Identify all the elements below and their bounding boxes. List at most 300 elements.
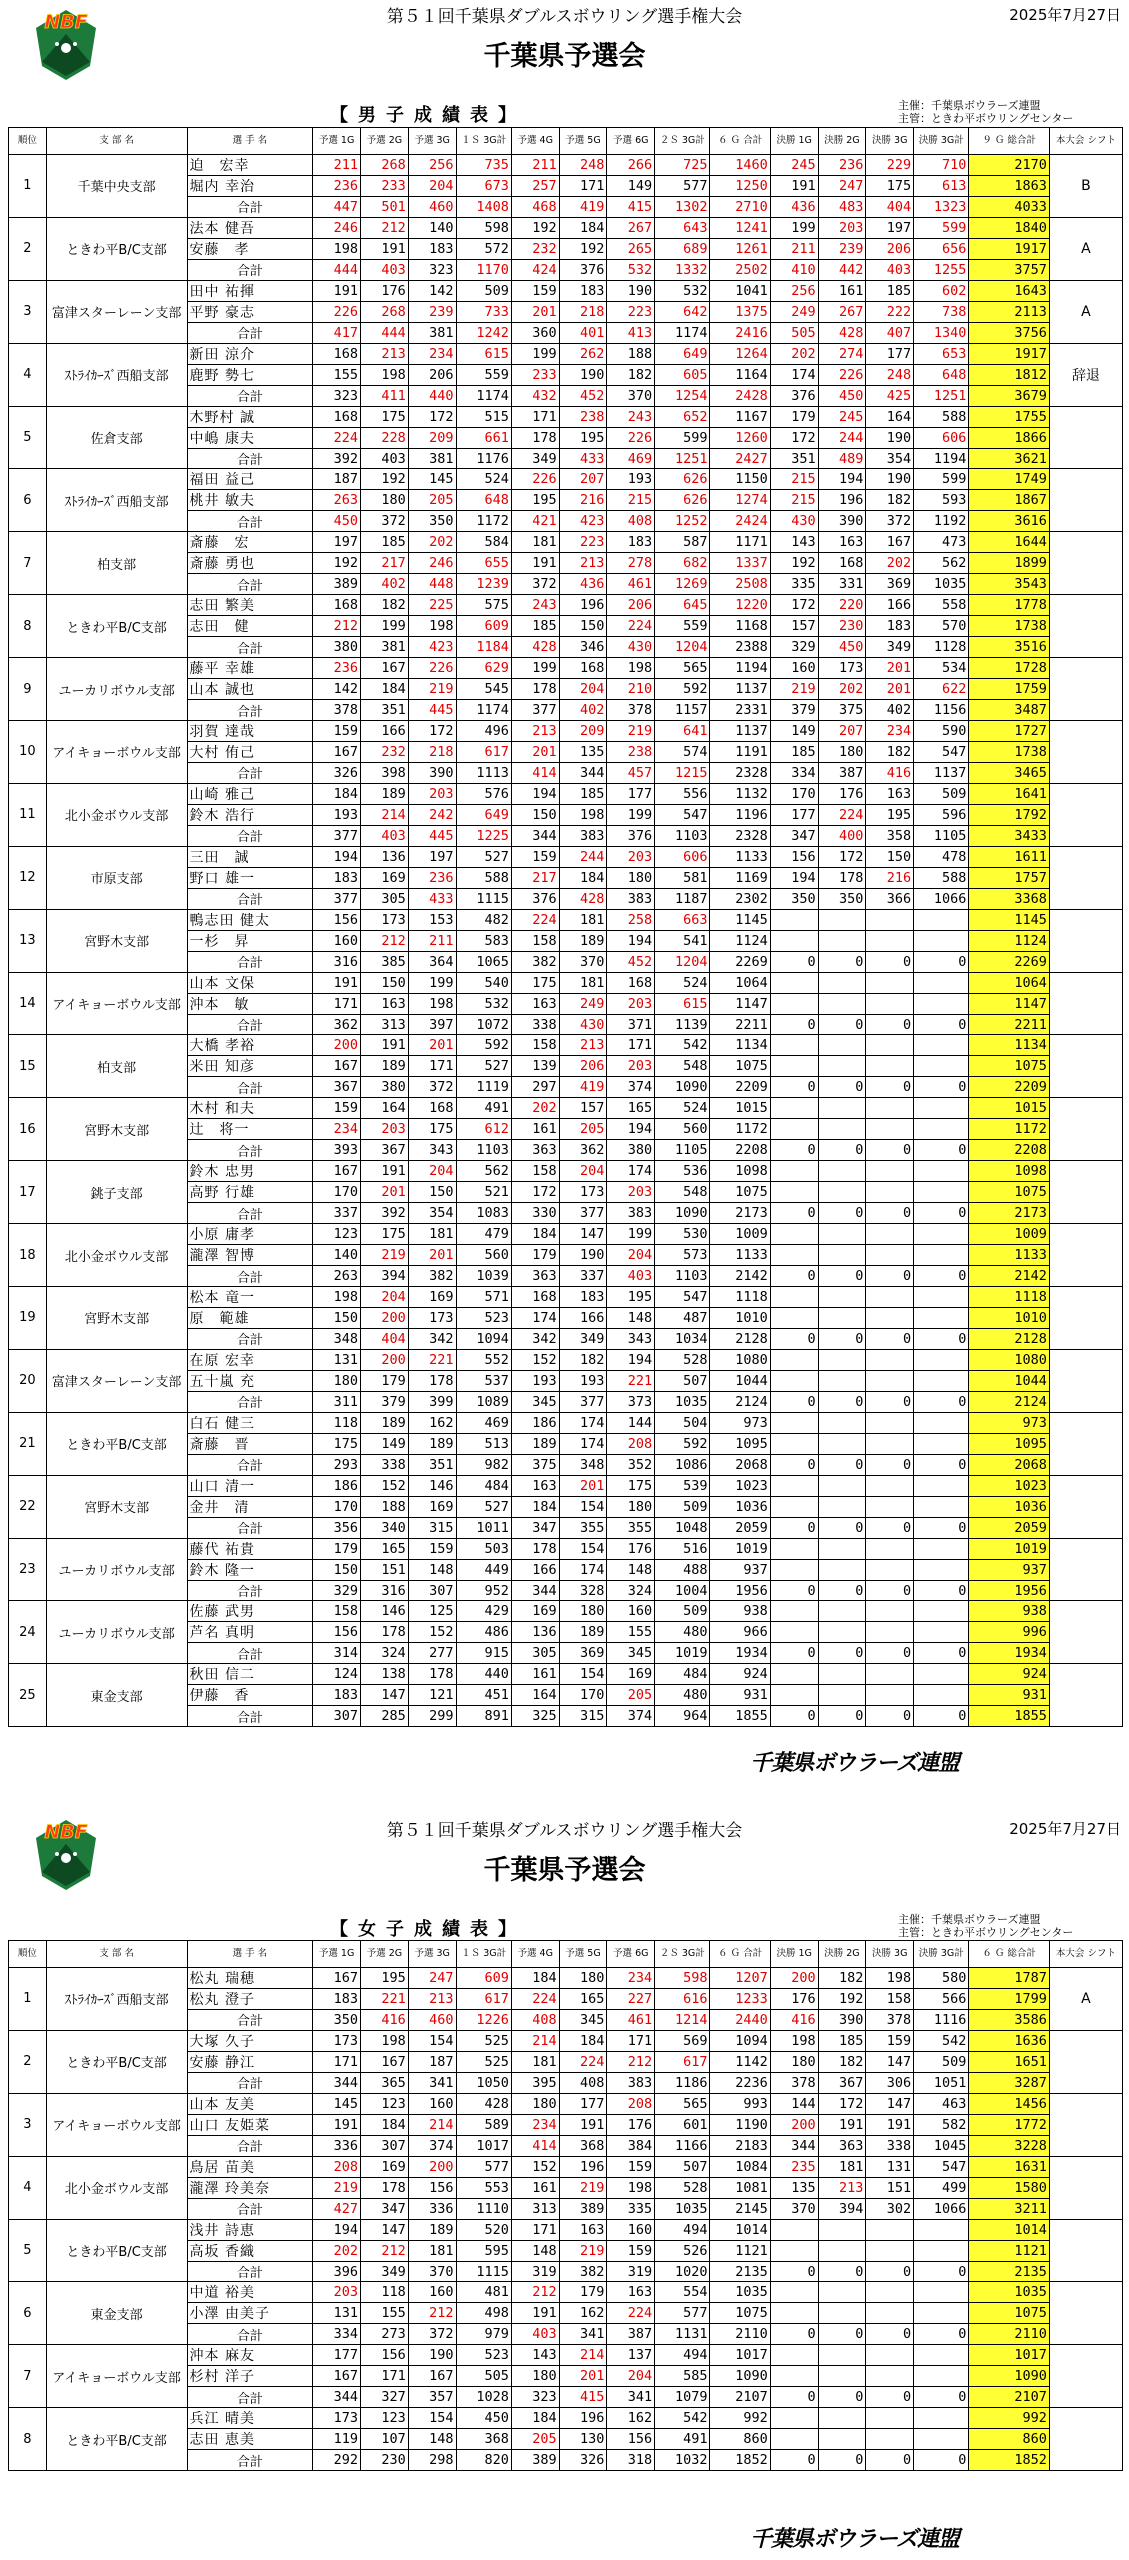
score-cell: 349 bbox=[559, 1329, 607, 1350]
score-cell: 593 bbox=[914, 490, 969, 511]
score-cell: 343 bbox=[408, 1140, 456, 1161]
score-cell: 487 bbox=[655, 1308, 710, 1329]
player-row bbox=[9, 2345, 1123, 2366]
score-cell: 326 bbox=[313, 763, 361, 784]
score-cell bbox=[770, 993, 818, 1014]
score-cell: 526 bbox=[655, 2240, 710, 2261]
score-cell: 211 bbox=[511, 155, 559, 176]
score-cell: 643 bbox=[655, 217, 710, 238]
score-cell bbox=[818, 1056, 866, 1077]
player-row bbox=[9, 1412, 1123, 1433]
score-cell: 307 bbox=[408, 1580, 456, 1601]
score-cell: 375 bbox=[818, 700, 866, 721]
player-row bbox=[9, 595, 1123, 616]
player-name: 兵江 晴美 bbox=[187, 2408, 313, 2429]
player-row bbox=[9, 1035, 1123, 1056]
score-cell bbox=[818, 2219, 866, 2240]
score-cell bbox=[866, 909, 914, 930]
grand-total-cell: 1580 bbox=[969, 2177, 1049, 2198]
score-cell: 577 bbox=[655, 2303, 710, 2324]
score-cell: 0 bbox=[866, 951, 914, 972]
score-cell: 214 bbox=[361, 804, 409, 825]
score-cell: 218 bbox=[559, 301, 607, 322]
score-cell bbox=[914, 993, 969, 1014]
score-cell: 423 bbox=[408, 637, 456, 658]
score-cell: 486 bbox=[456, 1622, 511, 1643]
player-row bbox=[9, 1968, 1123, 1989]
score-cell: 1337 bbox=[710, 553, 770, 574]
score-cell: 491 bbox=[456, 1098, 511, 1119]
score-cell: 469 bbox=[456, 1412, 511, 1433]
rank-cell: 11 bbox=[9, 783, 47, 846]
score-cell: 473 bbox=[914, 532, 969, 553]
grand-total-cell: 3465 bbox=[969, 763, 1049, 784]
score-cell bbox=[914, 2366, 969, 2387]
column-header: ２Ｓ 3G計 bbox=[655, 128, 710, 155]
score-cell: 0 bbox=[914, 1077, 969, 1098]
score-cell: 0 bbox=[866, 2261, 914, 2282]
score-cell: 238 bbox=[559, 406, 607, 427]
score-cell: 157 bbox=[770, 616, 818, 637]
grand-total-cell: 1121 bbox=[969, 2240, 1049, 2261]
branch-cell: 柏支部 bbox=[46, 532, 187, 595]
score-cell: 400 bbox=[818, 825, 866, 846]
shift-cell: 辞退 bbox=[1049, 343, 1122, 406]
total-label: 合計 bbox=[187, 1391, 313, 1412]
score-cell: 206 bbox=[559, 1056, 607, 1077]
score-cell: 226 bbox=[313, 301, 361, 322]
player-name: 山口 友姫菜 bbox=[187, 2114, 313, 2135]
score-cell: 211 bbox=[408, 930, 456, 951]
score-cell: 383 bbox=[607, 888, 655, 909]
score-cell: 192 bbox=[818, 1989, 866, 2010]
grand-total-cell: 2124 bbox=[969, 1391, 1049, 1412]
grand-total-cell: 3586 bbox=[969, 2010, 1049, 2031]
score-cell: 377 bbox=[313, 888, 361, 909]
score-cell: 403 bbox=[866, 259, 914, 280]
score-cell: 335 bbox=[770, 574, 818, 595]
score-cell bbox=[914, 1685, 969, 1706]
score-cell: 328 bbox=[559, 1580, 607, 1601]
score-cell: 528 bbox=[655, 1349, 710, 1370]
score-cell: 334 bbox=[770, 763, 818, 784]
score-cell: 326 bbox=[559, 2450, 607, 2471]
score-cell: 164 bbox=[866, 406, 914, 427]
score-cell: 190 bbox=[559, 1245, 607, 1266]
score-cell: 221 bbox=[361, 1989, 409, 2010]
score-cell: 527 bbox=[456, 1056, 511, 1077]
total-label: 合計 bbox=[187, 322, 313, 343]
score-cell: 1045 bbox=[914, 2135, 969, 2156]
score-cell: 198 bbox=[607, 658, 655, 679]
score-cell: 440 bbox=[408, 385, 456, 406]
grand-total-cell: 1064 bbox=[969, 972, 1049, 993]
player-row bbox=[9, 1349, 1123, 1370]
shift-cell bbox=[1049, 532, 1122, 595]
score-cell: 208 bbox=[607, 1433, 655, 1454]
column-header: 決勝 3G計 bbox=[914, 1941, 969, 1968]
score-cell: 212 bbox=[511, 2282, 559, 2303]
score-cell: 392 bbox=[361, 1203, 409, 1224]
score-cell bbox=[818, 1035, 866, 1056]
score-cell: 626 bbox=[655, 469, 710, 490]
score-cell bbox=[914, 2345, 969, 2366]
score-cell: 180 bbox=[361, 490, 409, 511]
grand-total-cell: 1014 bbox=[969, 2219, 1049, 2240]
score-cell: 2416 bbox=[710, 322, 770, 343]
score-cell: 234 bbox=[313, 1119, 361, 1140]
page-subtitle: 千葉県予選会 bbox=[483, 41, 646, 72]
rank-cell: 6 bbox=[9, 469, 47, 532]
score-cell: 1252 bbox=[655, 511, 710, 532]
branch-cell: 北小金ボウル支部 bbox=[46, 783, 187, 846]
score-cell: 372 bbox=[511, 574, 559, 595]
score-cell: 2107 bbox=[710, 2387, 770, 2408]
score-cell: 735 bbox=[456, 155, 511, 176]
score-cell: 213 bbox=[511, 721, 559, 742]
score-cell: 204 bbox=[408, 176, 456, 197]
score-cell bbox=[770, 1098, 818, 1119]
score-cell: 268 bbox=[361, 155, 409, 176]
score-cell: 403 bbox=[361, 825, 409, 846]
score-cell: 379 bbox=[770, 700, 818, 721]
grand-total-cell: 3228 bbox=[969, 2135, 1049, 2156]
score-cell: 381 bbox=[408, 322, 456, 343]
score-cell: 224 bbox=[511, 909, 559, 930]
score-cell: 149 bbox=[361, 1433, 409, 1454]
score-cell: 178 bbox=[408, 1370, 456, 1391]
score-cell: 198 bbox=[313, 1287, 361, 1308]
score-cell: 355 bbox=[607, 1517, 655, 1538]
organizer: 主催：千葉県ボウラーズ連盟 bbox=[898, 99, 1041, 112]
score-cell: 820 bbox=[456, 2450, 511, 2471]
score-cell bbox=[914, 2282, 969, 2303]
score-cell: 162 bbox=[607, 2408, 655, 2429]
score-cell bbox=[818, 1538, 866, 1559]
player-name: 山口 清一 bbox=[187, 1475, 313, 1496]
score-cell: 0 bbox=[818, 1706, 866, 1727]
score-cell bbox=[914, 1538, 969, 1559]
grand-total-cell: 1866 bbox=[969, 427, 1049, 448]
score-cell: 416 bbox=[361, 2010, 409, 2031]
score-cell: 615 bbox=[655, 993, 710, 1014]
branch-cell: ｽﾄﾗｲｶｰｽﾞ西船支部 bbox=[46, 469, 187, 532]
score-cell: 403 bbox=[511, 2324, 559, 2345]
score-cell bbox=[770, 1119, 818, 1140]
score-cell: 244 bbox=[559, 846, 607, 867]
player-name: 迫 宏幸 bbox=[187, 155, 313, 176]
score-cell: 383 bbox=[559, 825, 607, 846]
score-cell: 1852 bbox=[710, 2450, 770, 2471]
score-cell: 394 bbox=[361, 1266, 409, 1287]
score-cell: 450 bbox=[818, 385, 866, 406]
score-cell: 143 bbox=[770, 532, 818, 553]
player-row bbox=[9, 2282, 1123, 2303]
score-cell: 1269 bbox=[655, 574, 710, 595]
score-cell: 278 bbox=[607, 553, 655, 574]
shift-cell bbox=[1049, 1224, 1122, 1287]
score-cell: 205 bbox=[559, 1119, 607, 1140]
player-name: 高野 行雄 bbox=[187, 1182, 313, 1203]
score-cell bbox=[818, 1559, 866, 1580]
grand-total-cell: 1787 bbox=[969, 1968, 1049, 1989]
score-cell: 155 bbox=[313, 364, 361, 385]
score-cell: 1090 bbox=[655, 1203, 710, 1224]
grand-total-cell: 937 bbox=[969, 1559, 1049, 1580]
score-cell: 156 bbox=[313, 909, 361, 930]
shift-cell bbox=[1049, 2408, 1122, 2471]
grand-total-cell: 1840 bbox=[969, 217, 1049, 238]
score-cell: 0 bbox=[818, 1643, 866, 1664]
score-cell bbox=[866, 1035, 914, 1056]
score-cell: 159 bbox=[511, 846, 559, 867]
score-cell: 172 bbox=[818, 846, 866, 867]
score-cell: 649 bbox=[655, 343, 710, 364]
score-cell: 1150 bbox=[710, 469, 770, 490]
score-cell: 265 bbox=[607, 238, 655, 259]
score-cell: 158 bbox=[866, 1989, 914, 2010]
score-cell: 444 bbox=[313, 259, 361, 280]
score-cell: 577 bbox=[456, 2156, 511, 2177]
score-cell: 1340 bbox=[914, 322, 969, 343]
score-cell: 233 bbox=[361, 176, 409, 197]
player-name: 沖本 麻友 bbox=[187, 2345, 313, 2366]
score-cell: 1094 bbox=[710, 2030, 770, 2051]
score-cell: 1124 bbox=[710, 930, 770, 951]
player-name: 大村 侑己 bbox=[187, 742, 313, 763]
score-cell: 155 bbox=[361, 2303, 409, 2324]
score-cell: 221 bbox=[408, 1349, 456, 1370]
score-cell: 449 bbox=[456, 1559, 511, 1580]
score-cell: 360 bbox=[511, 322, 559, 343]
score-cell: 481 bbox=[456, 2282, 511, 2303]
score-cell: 1019 bbox=[655, 1643, 710, 1664]
score-cell: 201 bbox=[511, 742, 559, 763]
score-cell: 641 bbox=[655, 721, 710, 742]
column-header: 決勝 3G bbox=[866, 1941, 914, 1968]
score-cell: 183 bbox=[559, 280, 607, 301]
score-cell: 542 bbox=[655, 2408, 710, 2429]
score-cell: 160 bbox=[313, 930, 361, 951]
grand-total-cell: 2209 bbox=[969, 1077, 1049, 1098]
score-cell: 331 bbox=[818, 574, 866, 595]
score-cell: 143 bbox=[511, 2345, 559, 2366]
score-cell: 160 bbox=[770, 658, 818, 679]
score-cell: 0 bbox=[770, 1266, 818, 1287]
score-cell: 617 bbox=[456, 1989, 511, 2010]
score-cell: 368 bbox=[559, 2135, 607, 2156]
score-cell: 184 bbox=[313, 783, 361, 804]
score-cell: 180 bbox=[818, 742, 866, 763]
score-cell: 0 bbox=[914, 2324, 969, 2345]
score-cell: 199 bbox=[408, 972, 456, 993]
player-row bbox=[9, 406, 1123, 427]
player-name: 新田 涼介 bbox=[187, 343, 313, 364]
score-cell: 209 bbox=[559, 721, 607, 742]
score-cell: 348 bbox=[313, 1329, 361, 1350]
score-cell: 375 bbox=[511, 1454, 559, 1475]
score-cell: 136 bbox=[361, 846, 409, 867]
rank-cell: 21 bbox=[9, 1412, 47, 1475]
score-cell bbox=[818, 2345, 866, 2366]
score-cell: 168 bbox=[607, 972, 655, 993]
score-cell: 1241 bbox=[710, 217, 770, 238]
grand-total-cell: 1738 bbox=[969, 742, 1049, 763]
score-cell: 191 bbox=[361, 1035, 409, 1056]
score-cell: 673 bbox=[456, 176, 511, 197]
score-cell: 351 bbox=[770, 448, 818, 469]
score-cell: 2068 bbox=[710, 1454, 770, 1475]
score-cell: 145 bbox=[408, 469, 456, 490]
total-label: 合計 bbox=[187, 1014, 313, 1035]
grand-total-cell: 1134 bbox=[969, 1035, 1049, 1056]
score-cell: 1035 bbox=[710, 2282, 770, 2303]
score-cell: 565 bbox=[655, 2093, 710, 2114]
score-cell bbox=[866, 1287, 914, 1308]
score-cell: 182 bbox=[866, 490, 914, 511]
score-cell: 559 bbox=[655, 616, 710, 637]
score-cell bbox=[770, 909, 818, 930]
score-cell: 1090 bbox=[655, 1077, 710, 1098]
score-cell: 184 bbox=[361, 2114, 409, 2135]
score-cell: 489 bbox=[818, 448, 866, 469]
score-cell: 645 bbox=[655, 595, 710, 616]
score-cell: 577 bbox=[655, 176, 710, 197]
score-cell: 195 bbox=[511, 490, 559, 511]
score-cell: 156 bbox=[607, 2429, 655, 2450]
score-cell: 179 bbox=[770, 406, 818, 427]
grand-total-cell: 1899 bbox=[969, 553, 1049, 574]
score-cell: 189 bbox=[408, 2219, 456, 2240]
score-cell: 2424 bbox=[710, 511, 770, 532]
grand-total-cell: 1456 bbox=[969, 2093, 1049, 2114]
score-cell bbox=[770, 1308, 818, 1329]
score-cell: 1220 bbox=[710, 595, 770, 616]
player-name: 小原 庸孝 bbox=[187, 1224, 313, 1245]
score-cell: 524 bbox=[456, 469, 511, 490]
score-cell: 1260 bbox=[710, 427, 770, 448]
score-cell: 146 bbox=[361, 1601, 409, 1622]
score-cell: 0 bbox=[770, 1203, 818, 1224]
score-cell: 2135 bbox=[710, 2261, 770, 2282]
rank-cell: 1 bbox=[9, 155, 47, 218]
score-cell: 390 bbox=[818, 511, 866, 532]
score-cell: 182 bbox=[818, 2051, 866, 2072]
score-cell: 562 bbox=[456, 1161, 511, 1182]
score-cell: 194 bbox=[607, 1349, 655, 1370]
score-cell bbox=[818, 993, 866, 1014]
score-cell: 0 bbox=[818, 2324, 866, 2345]
score-cell: 445 bbox=[408, 825, 456, 846]
score-cell: 0 bbox=[866, 1014, 914, 1035]
score-cell bbox=[770, 1622, 818, 1643]
score-cell: 1332 bbox=[655, 259, 710, 280]
score-cell: 369 bbox=[559, 1643, 607, 1664]
column-header: 決勝 2G bbox=[818, 1941, 866, 1968]
rank-cell: 14 bbox=[9, 972, 47, 1035]
score-cell: 382 bbox=[408, 1266, 456, 1287]
logo-text: NBF bbox=[44, 1821, 88, 1843]
score-cell: 174 bbox=[559, 1412, 607, 1433]
score-cell: 226 bbox=[511, 469, 559, 490]
score-cell: 1083 bbox=[456, 1203, 511, 1224]
score-cell: 0 bbox=[770, 1140, 818, 1161]
score-cell: 1081 bbox=[710, 2177, 770, 2198]
branch-cell: アイキョーボウル支部 bbox=[46, 721, 187, 784]
score-cell: 1254 bbox=[655, 385, 710, 406]
score-cell: 2328 bbox=[710, 763, 770, 784]
player-name: 安藤 孝 bbox=[187, 238, 313, 259]
score-cell: 2059 bbox=[710, 1517, 770, 1538]
grand-total-cell: 1075 bbox=[969, 1182, 1049, 1203]
score-cell: 213 bbox=[559, 553, 607, 574]
score-cell: 0 bbox=[818, 951, 866, 972]
score-cell: 200 bbox=[361, 1349, 409, 1370]
score-cell: 341 bbox=[408, 2072, 456, 2093]
score-cell: 299 bbox=[408, 1706, 456, 1727]
score-cell: 158 bbox=[313, 1601, 361, 1622]
score-cell: 2328 bbox=[710, 825, 770, 846]
score-cell: 198 bbox=[408, 993, 456, 1014]
score-cell: 1103 bbox=[655, 825, 710, 846]
score-cell: 423 bbox=[559, 511, 607, 532]
score-cell: 148 bbox=[511, 2240, 559, 2261]
player-name: 山本 文保 bbox=[187, 972, 313, 993]
score-cell: 171 bbox=[511, 2219, 559, 2240]
score-cell: 174 bbox=[511, 1308, 559, 1329]
score-cell: 200 bbox=[408, 2156, 456, 2177]
score-cell: 392 bbox=[313, 448, 361, 469]
player-row bbox=[9, 2156, 1123, 2177]
grand-total-cell: 3543 bbox=[969, 574, 1049, 595]
score-cell: 174 bbox=[559, 1559, 607, 1580]
grand-total-cell: 1728 bbox=[969, 658, 1049, 679]
score-cell: 168 bbox=[408, 1098, 456, 1119]
score-cell: 181 bbox=[408, 1224, 456, 1245]
score-cell: 616 bbox=[655, 1989, 710, 2010]
score-cell: 363 bbox=[511, 1266, 559, 1287]
score-cell: 404 bbox=[866, 197, 914, 218]
player-name: 高坂 香織 bbox=[187, 2240, 313, 2261]
total-label: 合計 bbox=[187, 197, 313, 218]
player-name: 秋田 信二 bbox=[187, 1664, 313, 1685]
score-cell: 372 bbox=[866, 511, 914, 532]
score-cell: 207 bbox=[559, 469, 607, 490]
score-cell: 172 bbox=[408, 721, 456, 742]
player-row bbox=[9, 1601, 1123, 1622]
score-cell: 213 bbox=[408, 1989, 456, 2010]
score-cell: 184 bbox=[559, 867, 607, 888]
score-cell: 165 bbox=[559, 1989, 607, 2010]
grand-total-cell: 2170 bbox=[969, 155, 1049, 176]
score-cell: 403 bbox=[361, 259, 409, 280]
score-cell: 0 bbox=[866, 1643, 914, 1664]
score-cell: 656 bbox=[914, 238, 969, 259]
score-cell: 196 bbox=[559, 2156, 607, 2177]
score-cell: 203 bbox=[607, 1182, 655, 1203]
player-row bbox=[9, 1475, 1123, 1496]
score-cell: 2183 bbox=[710, 2135, 770, 2156]
column-header: ６ Ｇ 合計 bbox=[710, 128, 770, 155]
score-cell: 169 bbox=[361, 2156, 409, 2177]
player-name: 法本 健吾 bbox=[187, 217, 313, 238]
score-cell: 153 bbox=[408, 909, 456, 930]
shift-cell bbox=[1049, 721, 1122, 784]
score-cell: 159 bbox=[313, 721, 361, 742]
score-cell: 214 bbox=[559, 2345, 607, 2366]
player-name: 瀧澤 智博 bbox=[187, 1245, 313, 1266]
grand-total-cell: 2211 bbox=[969, 1014, 1049, 1035]
